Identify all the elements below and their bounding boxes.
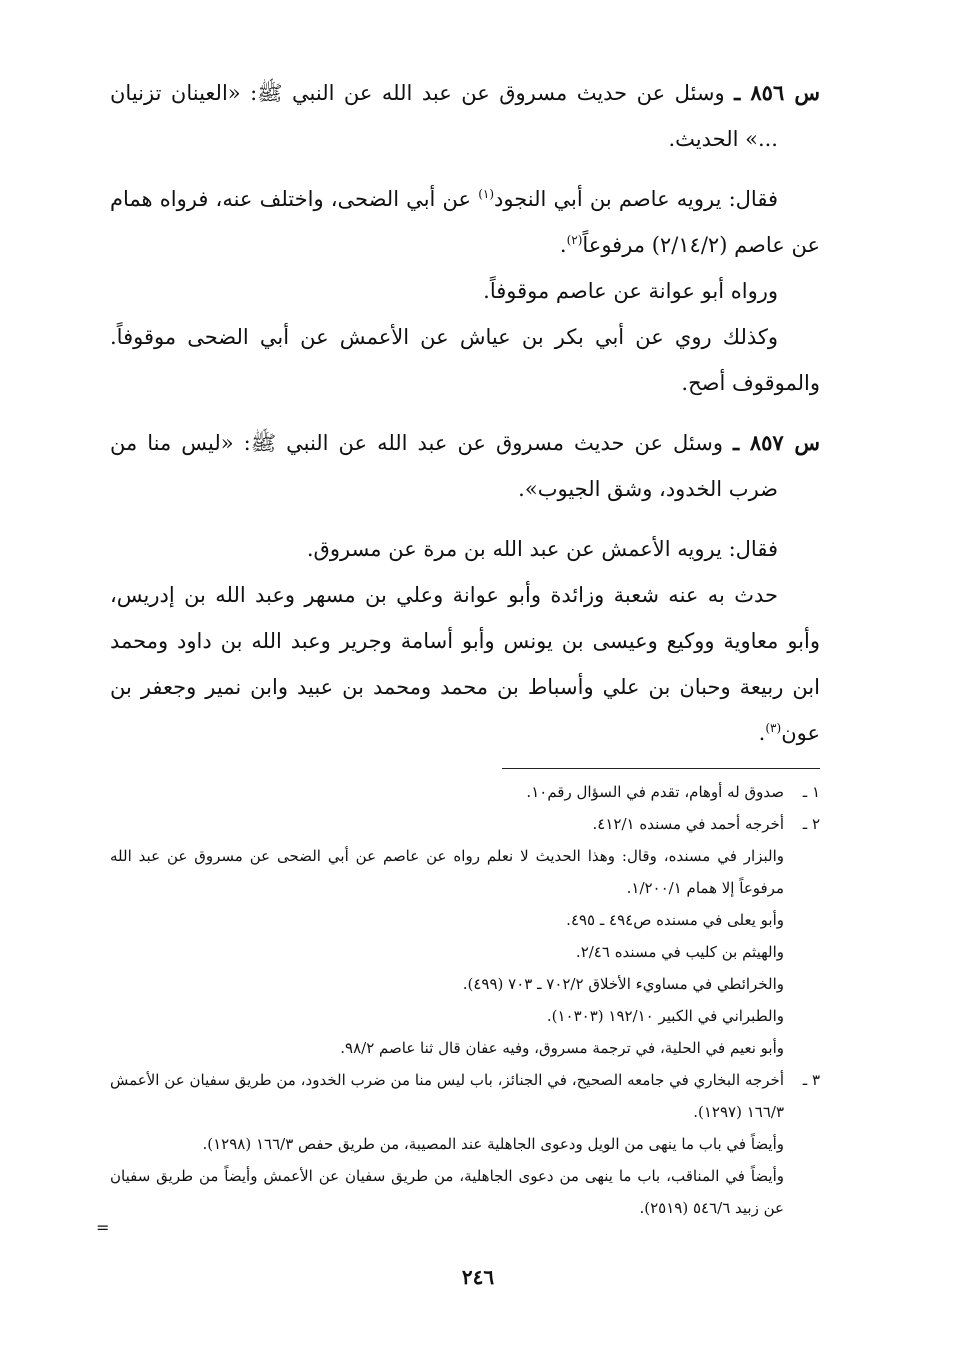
- footnote-number: ١ ـ: [802, 783, 820, 801]
- footnote-line: والهيثم بن كليب في مسنده ٢/٤٦.: [575, 943, 784, 961]
- answer-856-paragraph-1: [110, 176, 820, 268]
- main-text: [110, 70, 820, 756]
- footnote-separator: [502, 768, 820, 769]
- footnote-line: وأيضاً في باب ما ينهى من الويل ودعوى الجاهلية عند المصيبة، من طريق حفص ١٦٦/٣ (١٢٩٨).: [202, 1135, 784, 1153]
- footnote-line: وأيضاً في المناقب، باب ما ينهى من دعوى الجاهلية، من طريق سفيان عن الأعمش وأيضاً من طريق سفيان عن زبيد ٥٤٦/٦ (٢٥١٩).: [110, 1167, 784, 1217]
- answer-text: عن أبي الضحى، واختلف عنه، فرواه همام عن عاصم (٢/١٤/٢) مرفوعاً: [110, 187, 820, 257]
- continuation-mark: =: [96, 1218, 110, 1237]
- answer-text: .: [758, 721, 766, 745]
- footnote-number: ٢ ـ: [802, 815, 820, 833]
- answer-text: فقال: يرويه عاصم بن أبي النجود: [494, 187, 778, 211]
- footnote-line: والطبراني في الكبير ١٩٢/١٠ (١٠٣٠٣).: [546, 1007, 784, 1025]
- footnote-text: أخرجه أحمد في مسنده ٤١٢/١.: [592, 815, 784, 833]
- footnote-text: صدوق له أوهام، تقدم في السؤال رقم١٠.: [526, 783, 784, 801]
- footnotes: [110, 776, 820, 1224]
- question-text: وسئل عن حديث مسروق عن عبد الله عن النبي ﷺ: «العينان تزنيان ...» الحديث.: [110, 81, 778, 151]
- footnote-line: وأبو يعلى في مسنده ص٤٩٤ ـ ٤٩٥.: [566, 911, 784, 929]
- answer-857-paragraph-2: [110, 572, 820, 756]
- answer-856-paragraph-3: وكذلك روي عن أبي بكر بن عياش عن الأعمش عن أبي الضحى موقوفاً. والموقوف أصح.: [110, 325, 820, 395]
- footnote-text: أخرجه البخاري في جامعه الصحيح، في الجنائز، باب ليس منا من ضرب الخدود، من طريق سفيان عن الأعمش ١٦٦/٣ (١٢٩٧).: [110, 1071, 784, 1121]
- page-number: ٢٤٦: [461, 1265, 495, 1289]
- question-text: وسئل عن حديث مسروق عن عبد الله عن النبي ﷺ: «ليس منا من ضرب الخدود، وشق الجيوب».: [110, 431, 778, 501]
- footnote-number: ٣ ـ: [802, 1071, 820, 1089]
- answer-856-paragraph-2: ورواه أبو عوانة عن عاصم موقوفاً.: [483, 279, 778, 303]
- question-856: [110, 70, 820, 162]
- answer-text: .: [559, 233, 567, 257]
- footnote-ref-1: (١): [478, 187, 495, 201]
- footnote-line: وأبو نعيم في الحلية، في ترجمة مسروق، وفيه عفان قال ثنا عاصم ٩٨/٢.: [340, 1039, 784, 1057]
- question-number-label: س ٨٥٦ ـ: [734, 80, 820, 105]
- answer-857-paragraph-1: فقال: يرويه الأعمش عن عبد الله بن مرة عن مسروق.: [306, 537, 778, 561]
- answer-text: حدث به عنه شعبة وزائدة وأبو عوانة وعلي بن مسهر وعبد الله بن إدريس، وأبو معاوية ووكيع وعيسى بن يونس وأبو أسامة وجرير وعبد الله بن داود ومحمد ابن ربيعة وحبان بن علي وأسباط بن محمد ومحمد بن عبيد وابن نمير وجعفر بن عون: [110, 583, 820, 745]
- footnote-line: والخرائطي في مساويء الأخلاق ٧٠٢/٢ ـ ٧٠٣ (٤٩٩).: [462, 975, 784, 993]
- question-number-label: س ٨٥٧ ـ: [733, 430, 820, 455]
- footnote-3-continuation: [110, 1128, 820, 1224]
- footnote-ref-2: (٢): [566, 233, 583, 247]
- footnote-2: [110, 808, 820, 840]
- footnote-1: [110, 776, 820, 808]
- question-857: [110, 420, 820, 512]
- footnote-ref-3: (٣): [765, 721, 782, 735]
- footnote-3: [110, 1064, 820, 1128]
- footnote-line: والبزار في مسنده، وقال: وهذا الحديث لا نعلم رواه عن عاصم عن أبي الضحى عن مسروق عن عبد الله مرفوعاً إلا همام ١/٢٠٠/١.: [110, 847, 784, 897]
- footnote-2-continuation: [110, 840, 820, 1064]
